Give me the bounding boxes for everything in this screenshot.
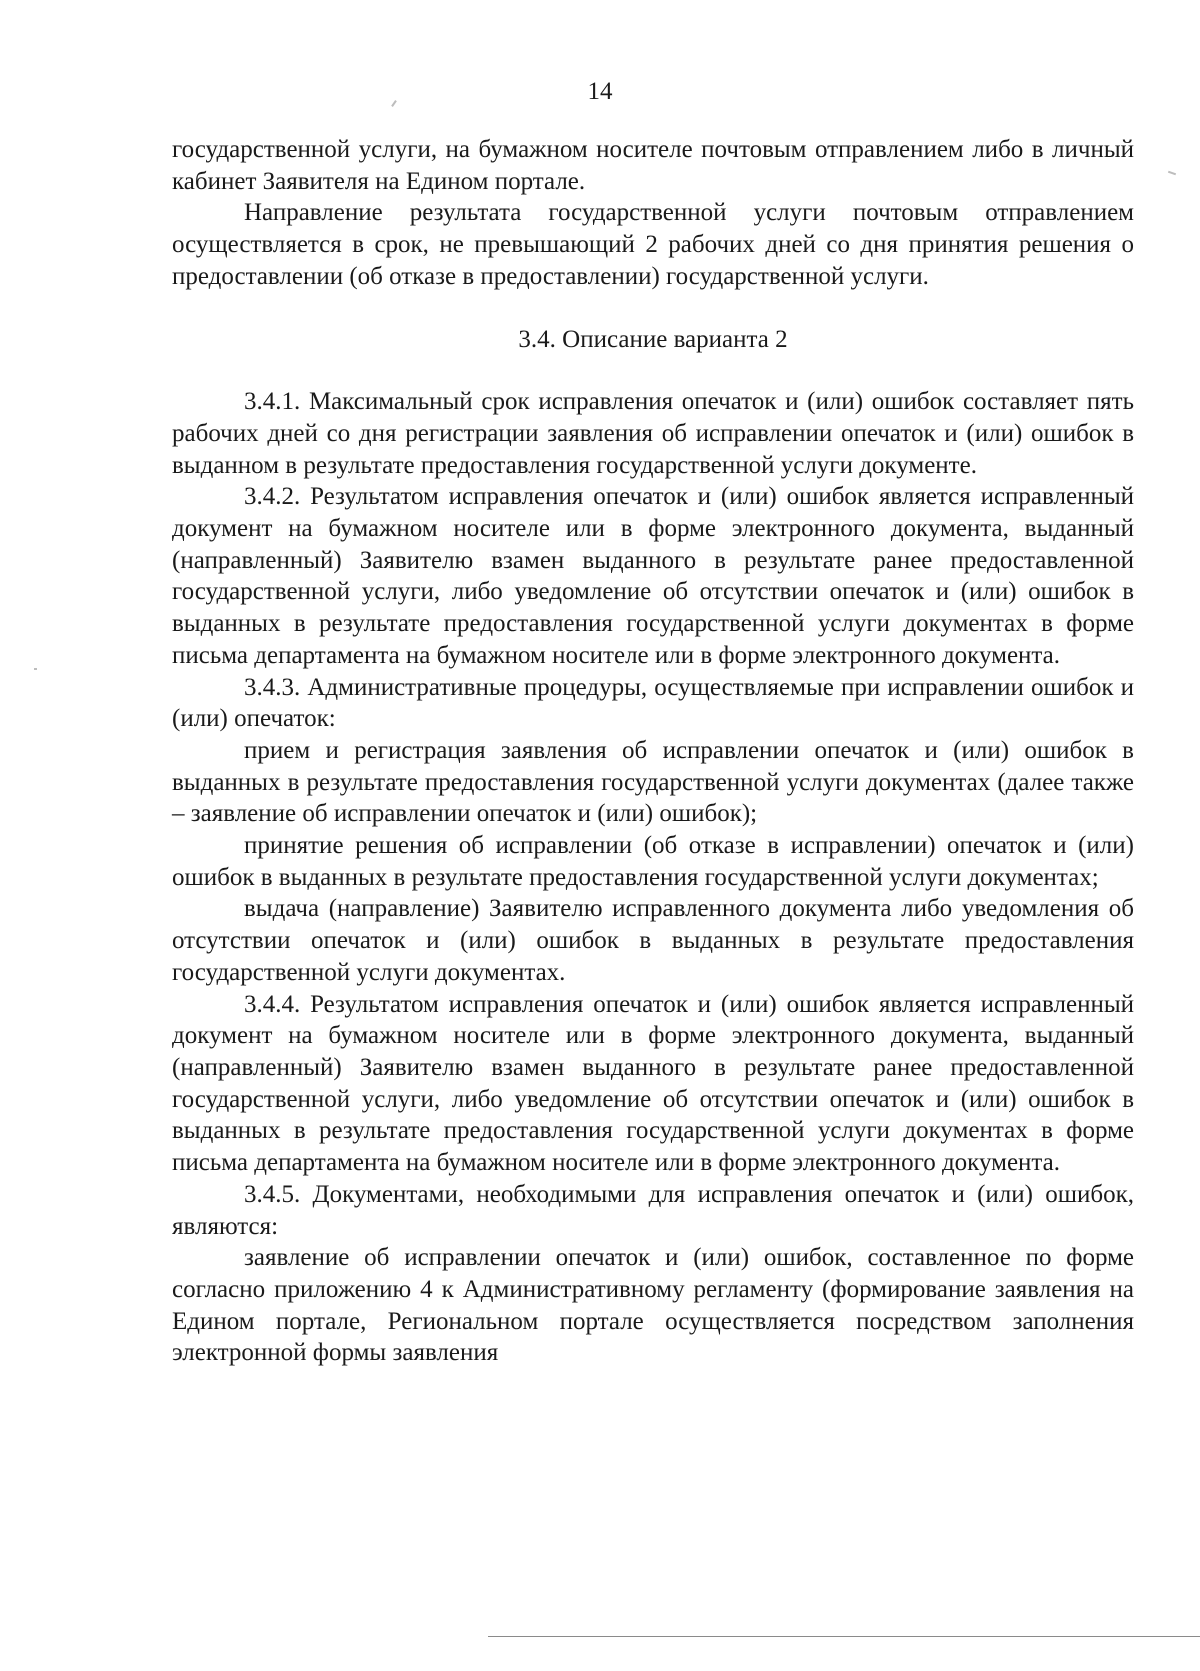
- paragraph-continuation: государственной услуги, на бумажном носителе почтовым отправлением либо в личный кабинет Заявителя на Едином портале.: [172, 136, 1134, 195]
- list-item-application: заявление об исправлении опечаток и (или) ошибок, составленное по форме согласно приложению 4 к Административному регламенту (формирование заявления на Едином портале, Региональном портале осуществляется посредством заполнения электронной формы заявления: [172, 1244, 1134, 1367]
- bottom-edge-line: [488, 1636, 1200, 1637]
- page-number: 14: [587, 78, 613, 105]
- section-title: 3.4. Описание варианта 2: [518, 325, 788, 353]
- list-item-reception: прием и регистрация заявления об исправлении опечаток и (или) ошибок в выданных в результате предоставления государственной услуги документах (далее также – заявление об исправлении опечаток и (или) ошибок);: [172, 736, 1134, 828]
- paragraph-3-4-2: 3.4.2. Результатом исправления опечаток и (или) ошибок является исправленный документ на бумажном носителе или в форме электронного документа, выданный (направленный) Заявителю взамен выданного в результате ранее предоставленной государственной услуги, либо уведомление об отсутствии опечаток и (или) ошибок в выданных в результате предоставления государственной услуги документах в форме письма департамента на бумажном носителе или в форме электронного документа.: [172, 483, 1134, 669]
- paragraph-3-4-5: 3.4.5. Документами, необходимыми для исправления опечаток и (или) ошибок, являются:: [172, 1180, 1134, 1240]
- list-item-issuance: выдача (направление) Заявителю исправленного документа либо уведомления об отсутствии опечаток и (или) ошибок в выданных в результате предоставления государственной услуги документах.: [172, 895, 1134, 986]
- scan-mark: [1168, 171, 1176, 176]
- paragraph-3-4-4: 3.4.4. Результатом исправления опечаток и (или) ошибок является исправленный документ на бумажном носителе или в форме электронного документа, выданный (направленный) Заявителю взамен выданного в результате ранее предоставленной государственной услуги, либо уведомление об отсутствии опечаток и (или) ошибок в выданных в результате предоставления государственной услуги документах в форме письма департамента на бумажном носителе или в форме электронного документа.: [172, 990, 1134, 1177]
- scan-mark: [34, 668, 37, 670]
- paragraph-3-4-3: 3.4.3. Административные процедуры, осуществляемые при исправлении ошибок и (или) опечаток:: [172, 673, 1134, 733]
- document-body: [172, 134, 1134, 1369]
- paragraph-delivery-term: Направление результата государственной услуги почтовым отправлением осуществляется в срок, не превышающий 2 рабочих дней со дня принятия решения о предоставлении (об отказе в предоставлении) государственной услуги.: [172, 199, 1134, 290]
- paragraph-3-4-1: 3.4.1. Максимальный срок исправления опечаток и (или) ошибок составляет пять рабочих дней со дня регистрации заявления об исправлении опечаток и (или) ошибок в выданном в результате предоставления государственной услуги документе.: [172, 388, 1134, 479]
- list-item-decision: принятие решения об исправлении (об отказе в исправлении) опечаток и (или) ошибок в выданных в результате предоставления государственной услуги документах;: [172, 832, 1134, 891]
